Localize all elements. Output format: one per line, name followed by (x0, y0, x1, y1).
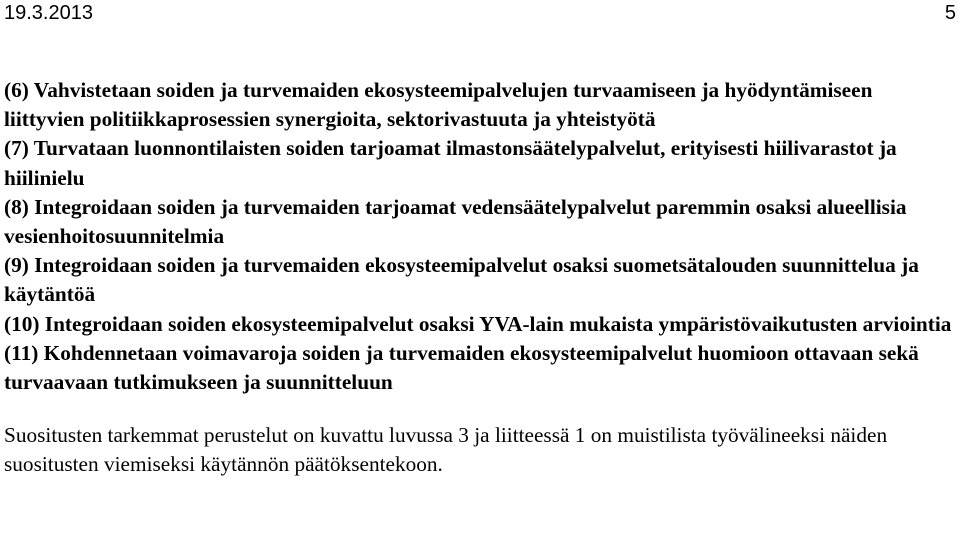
page-number: 5 (944, 2, 956, 24)
measure-item: (11) Kohdennetaan voimavaroja soiden ja turvemaiden ekosysteemipalvelut huomioon ottavaan sekä turvaavaan tutkimukseen ja suunnitteluun (4, 340, 919, 395)
measure-item: (9) Integroidaan soiden ja turvemaiden ekosysteemipalvelut osaksi suometsätalouden suunnittelua ja käytäntöä (4, 253, 919, 307)
header-date: 19.3.2013 (4, 2, 93, 24)
closing-paragraph: Suositusten tarkemmat perustelut on kuvattu luvussa 3 ja liitteessä 1 on muistilista työvälineeksi näiden suositusten viemiseksi käytännön päätöksentekoon. (4, 423, 888, 477)
document-body (4, 76, 954, 480)
measure-item: (10) Integroidaan soiden ekosysteemipalvelut osaksi YVA-lain mukaista ympäristövaikutusten arviointia (4, 311, 952, 336)
page-header (0, 0, 960, 28)
measure-item: (7) Turvataan luonnontilaisten soiden tarjoamat ilmastonsäätelypalvelut, erityisesti hiilivarastot ja hiilinielu (4, 136, 897, 190)
measure-item: (8) Integroidaan soiden ja turvemaiden tarjoamat vedensäätelypalvelut paremmin osaksi alueellisia vesienhoitosuunnitelmia (4, 194, 907, 249)
measure-item: (6) Vahvistetaan soiden ja turvemaiden ekosysteemipalvelujen turvaamiseen ja hyödyntämiseen liittyvien politiikkaprosessien synergioita, sektorivastuuta ja yhteistyötä (4, 78, 873, 132)
